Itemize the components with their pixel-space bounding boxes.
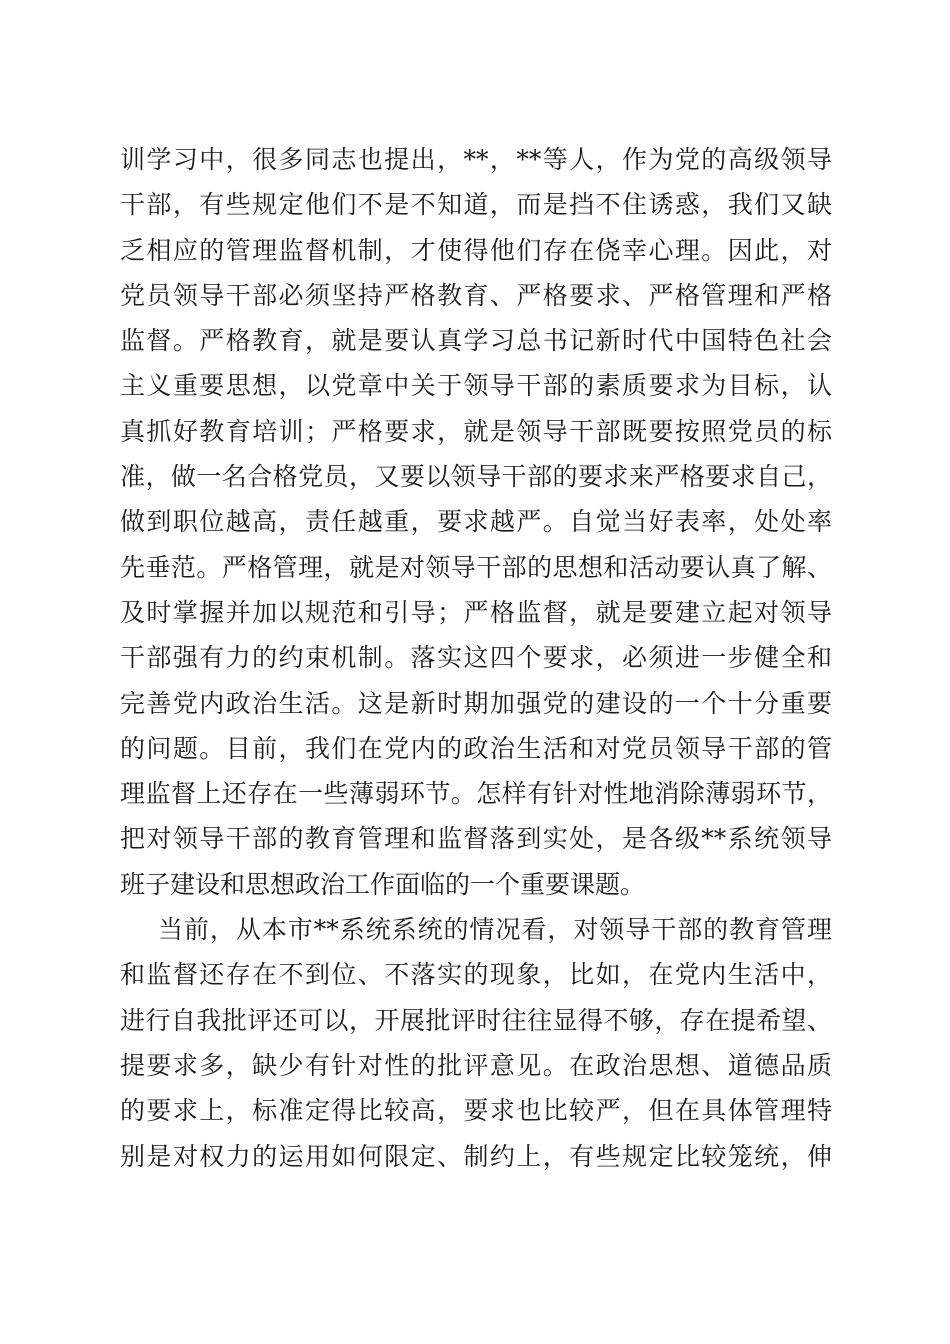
text-line: 主义重要思想，以党章中关于领导干部的素质要求为目标，认 [120,371,832,401]
text-line: 干部，有些规定他们不是不知道，而是挡不住诱惑，我们又缺 [120,190,832,220]
text-line: 乏相应的管理监督机制，才使得他们存在侥幸心理。因此，对 [120,235,832,265]
text-line: 准，做一名合格党员，又要以领导干部的要求来严格要求自己， [120,462,832,492]
text-line: 进行自我批评还可以，开展批评时往往显得不够，存在提希望、 [120,1005,832,1035]
text-line: 提要求多，缺少有针对性的批评意见。在政治思想、道德品质 [120,1050,832,1080]
text-line: 的问题。目前，我们在党内的政治生活和对党员领导干部的管 [120,733,832,763]
text-line: 的要求上，标准定得比较高，要求也比较严，但在具体管理特 [120,1096,832,1126]
text-line: 把对领导干部的教育管理和监督落到实处，是各级**系统领导 [120,824,832,854]
text-line: 完善党内政治生活。这是新时期加强党的建设的一个十分重要 [120,688,832,718]
text-line: 先垂范。严格管理，就是对领导干部的思想和活动要认真了解、 [120,552,832,582]
text-line: 党员领导干部必须坚持严格教育、严格要求、严格管理和严格 [120,280,832,310]
text-line: 班子建设和思想政治工作面临的一个重要课题。 [120,869,646,899]
text-line: 监督。严格教育，就是要认真学习总书记新时代中国特色社会 [120,326,832,356]
text-line: 干部强有力的约束机制。落实这四个要求，必须进一步健全和 [120,643,832,673]
text-line: 真抓好教育培训；严格要求，就是领导干部既要按照党员的标 [120,416,832,446]
text-line: 别是对权力的运用如何限定、制约上，有些规定比较笼统，伸 [120,1141,832,1171]
text-line: 训学习中，很多同志也提出，**，**等人，作为党的高级领导 [120,145,832,174]
text-line: 和监督还存在不到位、不落实的现象，比如，在党内生活中， [120,960,832,990]
body-text [120,137,832,1179]
text-line: 及时掌握并加以规范和引导；严格监督，就是要建立起对领导 [120,597,832,627]
text-line: 理监督上还存在一些薄弱环节。怎样有针对性地消除薄弱环节， [120,779,832,809]
text-line: 做到职位越高，责任越重，要求越严。自觉当好表率，处处率 [120,507,832,537]
paragraph-first-line: 当前，从本市**系统系统的情况看，对领导干部的教育管理 [158,915,832,945]
